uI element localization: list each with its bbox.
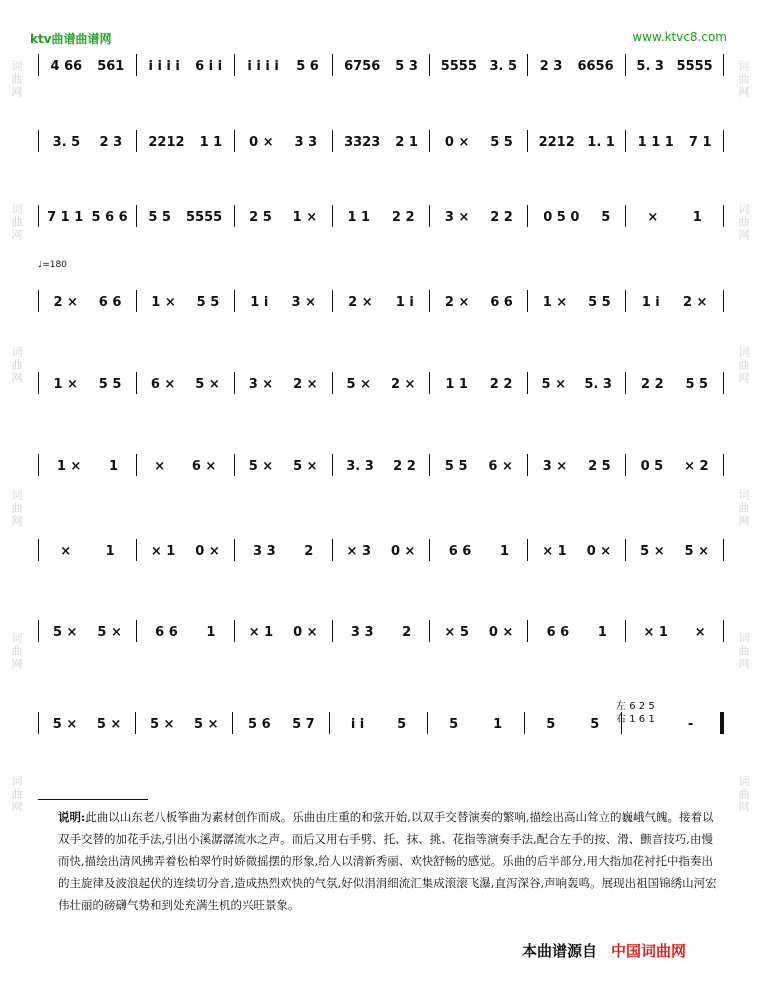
note-group: 6 i i	[195, 59, 223, 74]
note-group: 1	[499, 544, 509, 559]
note-group: 1 1	[347, 210, 371, 225]
measure	[626, 527, 723, 563]
note-group: × 1	[643, 625, 668, 640]
note-group: 6 6	[155, 625, 178, 640]
measure	[528, 442, 625, 478]
end-chord-block	[616, 700, 655, 726]
watermark-text: 词曲网	[737, 346, 750, 385]
note-group: 5 5	[685, 377, 709, 392]
measure	[235, 360, 332, 396]
note-group: 0 ×	[390, 544, 416, 559]
note-group: ×	[154, 459, 166, 474]
watermark-text: 词曲网	[10, 60, 23, 99]
site-name-left: ktv曲谱曲谱网	[30, 32, 112, 46]
measure	[626, 42, 723, 78]
note-group: × 3	[346, 544, 372, 559]
bar-line	[723, 539, 724, 561]
note-group: 3 ×	[444, 210, 470, 225]
chord-note: 5	[648, 701, 655, 712]
note-group: 2	[402, 625, 412, 640]
right-watermark-column	[733, 60, 751, 814]
measure	[235, 442, 332, 478]
note-group: 1	[692, 210, 702, 225]
measure	[626, 278, 723, 314]
note-group: 2	[304, 544, 314, 559]
measure	[430, 442, 527, 478]
note-group: 5 5	[444, 459, 468, 474]
note-group: 5 ×	[346, 377, 372, 392]
note-group: 0 ×	[444, 135, 470, 150]
note-group: 7 1 1	[47, 210, 84, 225]
measure	[137, 442, 234, 478]
note-group: 1 1	[445, 377, 468, 392]
note-group: 5 ×	[195, 377, 220, 392]
note-group: 3 3	[294, 135, 318, 150]
note-group: 3 ×	[248, 377, 274, 392]
note-group: 2 3	[99, 135, 123, 150]
note-group: × 2	[684, 459, 709, 474]
measure	[333, 527, 430, 563]
final-bar-line	[720, 712, 724, 734]
note-group: 3. 5	[489, 59, 517, 74]
note-group: i i	[350, 717, 365, 732]
bar-line	[723, 290, 724, 312]
note-group: 5 ×	[96, 717, 122, 732]
measure	[528, 608, 625, 644]
note-group: 6756	[344, 59, 381, 74]
note-group: 561	[97, 59, 125, 74]
measure	[137, 278, 234, 314]
measure	[137, 527, 234, 563]
note-group: 2 2	[641, 377, 664, 392]
note-group: 5 ×	[97, 625, 122, 640]
note-group: 5 ×	[293, 459, 318, 474]
note-group: 5	[546, 717, 556, 732]
note-group: 1 ×	[292, 210, 318, 225]
note-group: 1 ×	[53, 377, 78, 392]
watermark-text: 词曲网	[737, 203, 750, 242]
note-group: 1	[206, 625, 216, 640]
measure	[333, 442, 430, 478]
chord-note: 1	[629, 714, 636, 725]
measure	[235, 42, 332, 78]
measure	[233, 700, 329, 736]
measure	[428, 700, 524, 736]
measure	[333, 118, 430, 154]
measure	[528, 42, 625, 78]
measure	[430, 193, 527, 229]
watermark-text: 词曲网	[737, 632, 750, 671]
measure	[137, 608, 234, 644]
note-group: 5 ×	[194, 717, 219, 732]
measure	[137, 118, 234, 154]
note-group: 5 7	[292, 717, 315, 732]
note-group: 0 ×	[488, 625, 514, 640]
measure	[39, 442, 136, 478]
note-group: 1. 1	[587, 135, 615, 150]
note-group: × 1	[248, 625, 274, 640]
chord-note: 1	[648, 714, 655, 725]
note-group: 5. 3	[584, 377, 612, 392]
note-group: 2 ×	[53, 295, 78, 310]
watermark-text: 词曲网	[10, 346, 23, 385]
note-group: 0 ×	[586, 544, 612, 559]
note-group: 6 6	[448, 544, 472, 559]
watermark-text: 词曲网	[10, 775, 23, 814]
chord-note: 2	[638, 701, 646, 712]
note-group: 5	[601, 210, 611, 225]
measure	[333, 360, 430, 396]
measure	[430, 527, 527, 563]
note-group: 2 5	[249, 210, 272, 225]
footnote-rule	[38, 799, 148, 800]
note-group: 2 1	[395, 135, 418, 150]
measure	[626, 608, 723, 644]
note-group: 3 3	[350, 625, 374, 640]
measure	[333, 193, 430, 229]
score-row	[38, 527, 724, 563]
note-group: 2 2	[393, 459, 416, 474]
watermark-text: 词曲网	[10, 203, 23, 242]
note-group: 3323	[344, 135, 381, 150]
note-group: 6 6	[546, 625, 570, 640]
note-group: 5 ×	[149, 717, 175, 732]
score-row	[38, 360, 724, 396]
bar-line	[723, 620, 724, 642]
note-group: × 1	[150, 544, 176, 559]
note-group: 0 5 0	[543, 210, 580, 225]
measure	[333, 608, 430, 644]
watermark-text: 词曲网	[10, 632, 23, 671]
note-group: 3. 3	[346, 459, 374, 474]
description-note	[58, 806, 718, 916]
note-group: 2 3	[539, 59, 563, 74]
note-group: 6656	[577, 59, 614, 74]
measure	[235, 527, 332, 563]
score-row	[38, 42, 724, 78]
measure	[528, 193, 625, 229]
note-group: 5 ×	[684, 544, 710, 559]
note-group: 6 ×	[191, 459, 217, 474]
left-hand-label: 左	[616, 701, 626, 712]
note-group: 1 i	[395, 295, 414, 310]
note-group: 5555	[186, 210, 223, 225]
site-url-right: www.ktvc8.com	[632, 30, 727, 44]
measure	[330, 700, 426, 736]
note-group: 2 ×	[444, 295, 470, 310]
chord-note: 6	[638, 714, 646, 725]
measure	[39, 278, 136, 314]
measure	[137, 42, 234, 78]
note-group: 5 5	[196, 295, 220, 310]
note-group: 5 ×	[640, 544, 665, 559]
bar-line	[723, 130, 724, 152]
source-footer	[522, 940, 686, 961]
note-group: 2 ×	[348, 295, 373, 310]
note-group: 1 ×	[151, 295, 176, 310]
watermark-text: 词曲网	[737, 60, 750, 99]
measure	[39, 608, 136, 644]
note-group: 1 1 1	[637, 135, 674, 150]
measure	[235, 118, 332, 154]
note-group: 1 ×	[542, 295, 568, 310]
note-group: 6 6	[490, 295, 513, 310]
measure	[333, 278, 430, 314]
note-group: 2212	[148, 135, 185, 150]
note-group: 6 ×	[150, 377, 176, 392]
measure	[235, 278, 332, 314]
note-group: 3 ×	[542, 459, 568, 474]
note-group: 5 6	[296, 59, 319, 74]
note-group: 1	[597, 625, 607, 640]
note-group: 0 ×	[293, 625, 318, 640]
measure	[39, 527, 136, 563]
tempo-marking: ♩=180	[38, 260, 67, 270]
note-group: 0 5	[640, 459, 664, 474]
measure	[626, 193, 723, 229]
note-group: 0 ×	[195, 544, 220, 559]
note-group: 5 5	[588, 295, 611, 310]
note-group: 5 6	[248, 717, 271, 732]
bar-line	[723, 54, 724, 76]
measure	[528, 278, 625, 314]
score-row	[38, 442, 724, 478]
measure	[39, 193, 136, 229]
watermark-text: 词曲网	[737, 489, 750, 528]
note-group: ×	[60, 544, 72, 559]
note-group: 1 i	[641, 295, 660, 310]
note-group: 5 ×	[541, 377, 566, 392]
score-row	[38, 608, 724, 644]
measure	[39, 118, 136, 154]
note-group: 5 ×	[52, 717, 78, 732]
watermark-text: 词曲网	[10, 489, 23, 528]
note-group: 6 6	[98, 295, 122, 310]
bar-line	[723, 205, 724, 227]
bar-line	[723, 372, 724, 394]
note-group: 7 1	[688, 135, 712, 150]
measure	[235, 193, 332, 229]
measure	[39, 360, 136, 396]
note-group: 5 6 6	[91, 210, 128, 225]
measure	[39, 42, 136, 78]
measure	[626, 360, 723, 396]
brand-name: 中国词曲网	[611, 942, 687, 960]
score-row	[38, 278, 724, 314]
measure	[430, 118, 527, 154]
note-label: 说明:	[58, 810, 86, 824]
measure	[333, 42, 430, 78]
note-group: 3. 5	[52, 135, 81, 150]
bar-line	[723, 454, 724, 476]
note-group: 5	[397, 717, 407, 732]
score-row	[38, 193, 724, 229]
note-group: 5 5	[490, 135, 513, 150]
note-group: 5 ×	[52, 625, 78, 640]
note-group: 2 2	[489, 377, 513, 392]
note-group: 5 3	[395, 59, 418, 74]
note-group: 2 ×	[390, 377, 416, 392]
note-group: 2212	[538, 135, 575, 150]
score-row	[38, 118, 724, 154]
left-watermark-column	[6, 60, 24, 814]
measure	[430, 42, 527, 78]
note-group: 5	[590, 717, 600, 732]
note-group: 2 ×	[682, 295, 708, 310]
measure	[137, 193, 234, 229]
note-group: 6 ×	[488, 459, 513, 474]
measure	[430, 608, 527, 644]
note-group: 5555	[440, 59, 477, 74]
note-group: 1	[108, 459, 119, 474]
note-group: 1	[493, 717, 503, 732]
watermark-text: 词曲网	[737, 775, 750, 814]
measure	[528, 118, 625, 154]
note-group: 5 ×	[248, 459, 274, 474]
measure	[136, 700, 232, 736]
note-group: 5. 3	[636, 59, 664, 74]
note-group: 5	[449, 717, 459, 732]
note-group: 5 5	[98, 377, 122, 392]
note-group: ×	[694, 625, 706, 640]
note-group: 3 3	[253, 544, 276, 559]
note-group: 2 2	[391, 210, 415, 225]
note-group: 1 1	[199, 135, 223, 150]
right-hand-label: 右	[616, 714, 626, 725]
measure	[39, 700, 135, 736]
note-group: × 5	[444, 625, 469, 640]
note-group: 1 i	[250, 295, 269, 310]
note-group: × 1	[542, 544, 567, 559]
note-group: -	[687, 717, 694, 732]
note-group: 5 5	[148, 210, 171, 225]
measure	[235, 608, 332, 644]
note-group: 0 ×	[249, 135, 274, 150]
note-group: 2 ×	[293, 377, 318, 392]
note-group: 4 66	[50, 59, 83, 74]
note-text: 此曲以山东老八板筝曲为素材创作而成。乐曲由庄重的和弦开始,以双手交替演奏的繁响,描绘出高山耸立的巍峨气魄。接着以双手交替的加花手法,引出小溪潺潺流水之声。而后又用右手劈、托、抹、挑、花指等演奏手法,配合左手的按、滑、颤音技巧,由慢而快,描绘出清风拂弄着松柏翠竹时娇微摇摆的形象,给人以清新秀丽、欢快舒畅的感觉。乐曲的后半部分,用大指加花衬托中指奏出的主旋律及波浪起伏的连续切分音,造成热烈欢快的气氛,好似涓涓细流汇集成滚滚飞瀑,直泻深谷,声响轰鸣。展现出祖国锦绣山河宏伟壮丽的磅礴气势和到处充满生机的兴旺景象。	[58, 810, 717, 912]
note-group: i i i i	[247, 59, 279, 74]
note-group: 3 ×	[291, 295, 316, 310]
source-text: 本曲谱源自	[522, 942, 598, 960]
note-group: 2 5	[588, 459, 611, 474]
note-group: 1 ×	[56, 459, 82, 474]
chord-note: 6	[629, 701, 636, 712]
measure	[528, 360, 625, 396]
measure	[528, 527, 625, 563]
measure	[626, 442, 723, 478]
measure	[525, 700, 621, 736]
measure	[626, 118, 723, 154]
note-group: ×	[647, 210, 659, 225]
note-group: 5555	[676, 59, 713, 74]
note-group: 2 2	[490, 210, 513, 225]
note-group: i i i i	[148, 59, 180, 74]
measure	[430, 278, 527, 314]
note-group: 1	[105, 544, 115, 559]
measure	[137, 360, 234, 396]
measure	[430, 360, 527, 396]
